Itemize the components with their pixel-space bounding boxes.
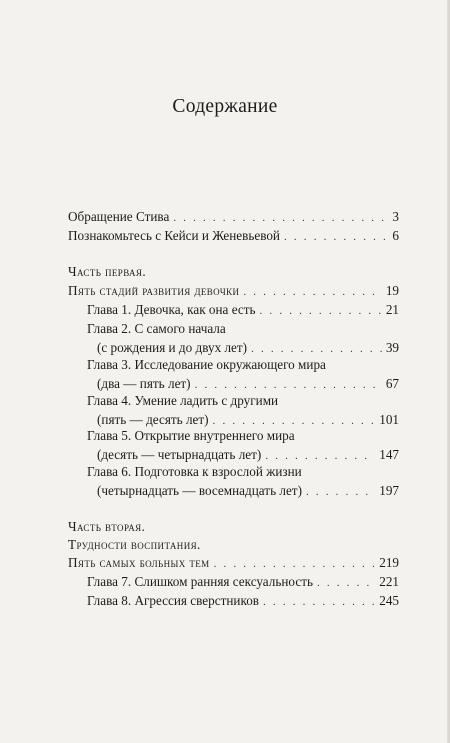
toc-entry-page: 39	[385, 340, 399, 355]
toc-entry-subtitle: (пять — десять лет)	[97, 412, 209, 427]
page-title: Содержание	[172, 96, 278, 117]
chapter-3-title[interactable]: Глава 3. Исследование окружающего мира	[87, 357, 326, 372]
toc-entry-part-one[interactable]	[68, 283, 399, 299]
leader-dots	[173, 210, 388, 226]
toc-entry-chapter-8[interactable]	[87, 593, 399, 609]
toc-entry-page: 21	[385, 302, 399, 317]
toc-entry-chapter-6[interactable]	[97, 483, 399, 499]
toc-entry-title: Обращение Стива	[68, 209, 170, 224]
leader-dots	[214, 556, 376, 572]
toc-entry-page: 6	[392, 228, 399, 243]
toc-entry-page: 19	[385, 283, 399, 298]
toc-entry-page: 245	[379, 593, 399, 608]
toc-entry-foreword[interactable]	[68, 209, 399, 225]
leader-dots	[195, 377, 382, 393]
leader-dots	[284, 229, 388, 245]
toc-entry-page: 3	[392, 209, 399, 224]
toc-entry-page: 101	[379, 412, 399, 427]
chapter-5-title[interactable]: Глава 5. Открытие внутреннего мира	[87, 428, 295, 443]
toc-entry-subtitle: (с рождения и до двух лет)	[97, 340, 248, 355]
toc-entry-page: 219	[379, 555, 399, 570]
toc-entry-subtitle: (десять — четырнадцать лет)	[97, 447, 262, 462]
part-one-label: Часть первая.	[68, 264, 147, 279]
leader-dots	[213, 413, 376, 429]
toc-entry-meet[interactable]	[68, 228, 399, 244]
part-two-title-line1[interactable]: Трудности воспитания.	[68, 537, 201, 552]
toc-entry-title: Глава 1. Девочка, как она есть	[87, 302, 256, 317]
toc-entry-chapter-7[interactable]	[87, 574, 399, 590]
toc-entry-page: 197	[379, 483, 399, 498]
leader-dots	[265, 448, 375, 464]
leader-dots	[260, 303, 382, 319]
chapter-6-title[interactable]: Глава 6. Подготовка к взрослой жизни	[87, 464, 302, 479]
leader-dots	[251, 341, 382, 357]
toc-entry-title: Глава 7. Слишком ранняя сексуальность	[87, 574, 313, 589]
toc-entry-title: Познакомьтесь с Кейси и Женевьевой	[68, 228, 280, 243]
toc-entry-chapter-5[interactable]	[97, 447, 399, 463]
toc-entry-chapter-3[interactable]	[97, 376, 399, 392]
toc-entry-subtitle: (два — пять лет)	[97, 376, 191, 391]
toc-entry-page: 147	[379, 447, 399, 462]
toc-entry-title: Пять стадий развития девочки	[68, 283, 240, 298]
toc-entry-subtitle: (четырнадцать — восемнадцать лет)	[97, 483, 302, 498]
toc-entry-chapter-4[interactable]	[97, 412, 399, 428]
leader-dots	[306, 484, 375, 500]
leader-dots	[317, 575, 375, 591]
leader-dots	[263, 594, 375, 610]
toc-entry-chapter-2[interactable]	[97, 340, 399, 356]
part-two-label: Часть вторая.	[68, 519, 146, 534]
chapter-4-title[interactable]: Глава 4. Умение ладить с другими	[87, 393, 279, 408]
toc-entry-title: Глава 8. Агрессия сверстников	[87, 593, 260, 608]
toc-entry-title: Пять самых больных тем	[68, 555, 210, 570]
toc-entry-part-two[interactable]	[68, 555, 399, 571]
toc-entry-chapter-1[interactable]	[87, 302, 399, 318]
leader-dots	[243, 284, 381, 300]
chapter-2-title[interactable]: Глава 2. С самого начала	[87, 321, 226, 336]
toc-entry-page: 221	[379, 574, 399, 589]
toc-entry-page: 67	[385, 376, 399, 391]
